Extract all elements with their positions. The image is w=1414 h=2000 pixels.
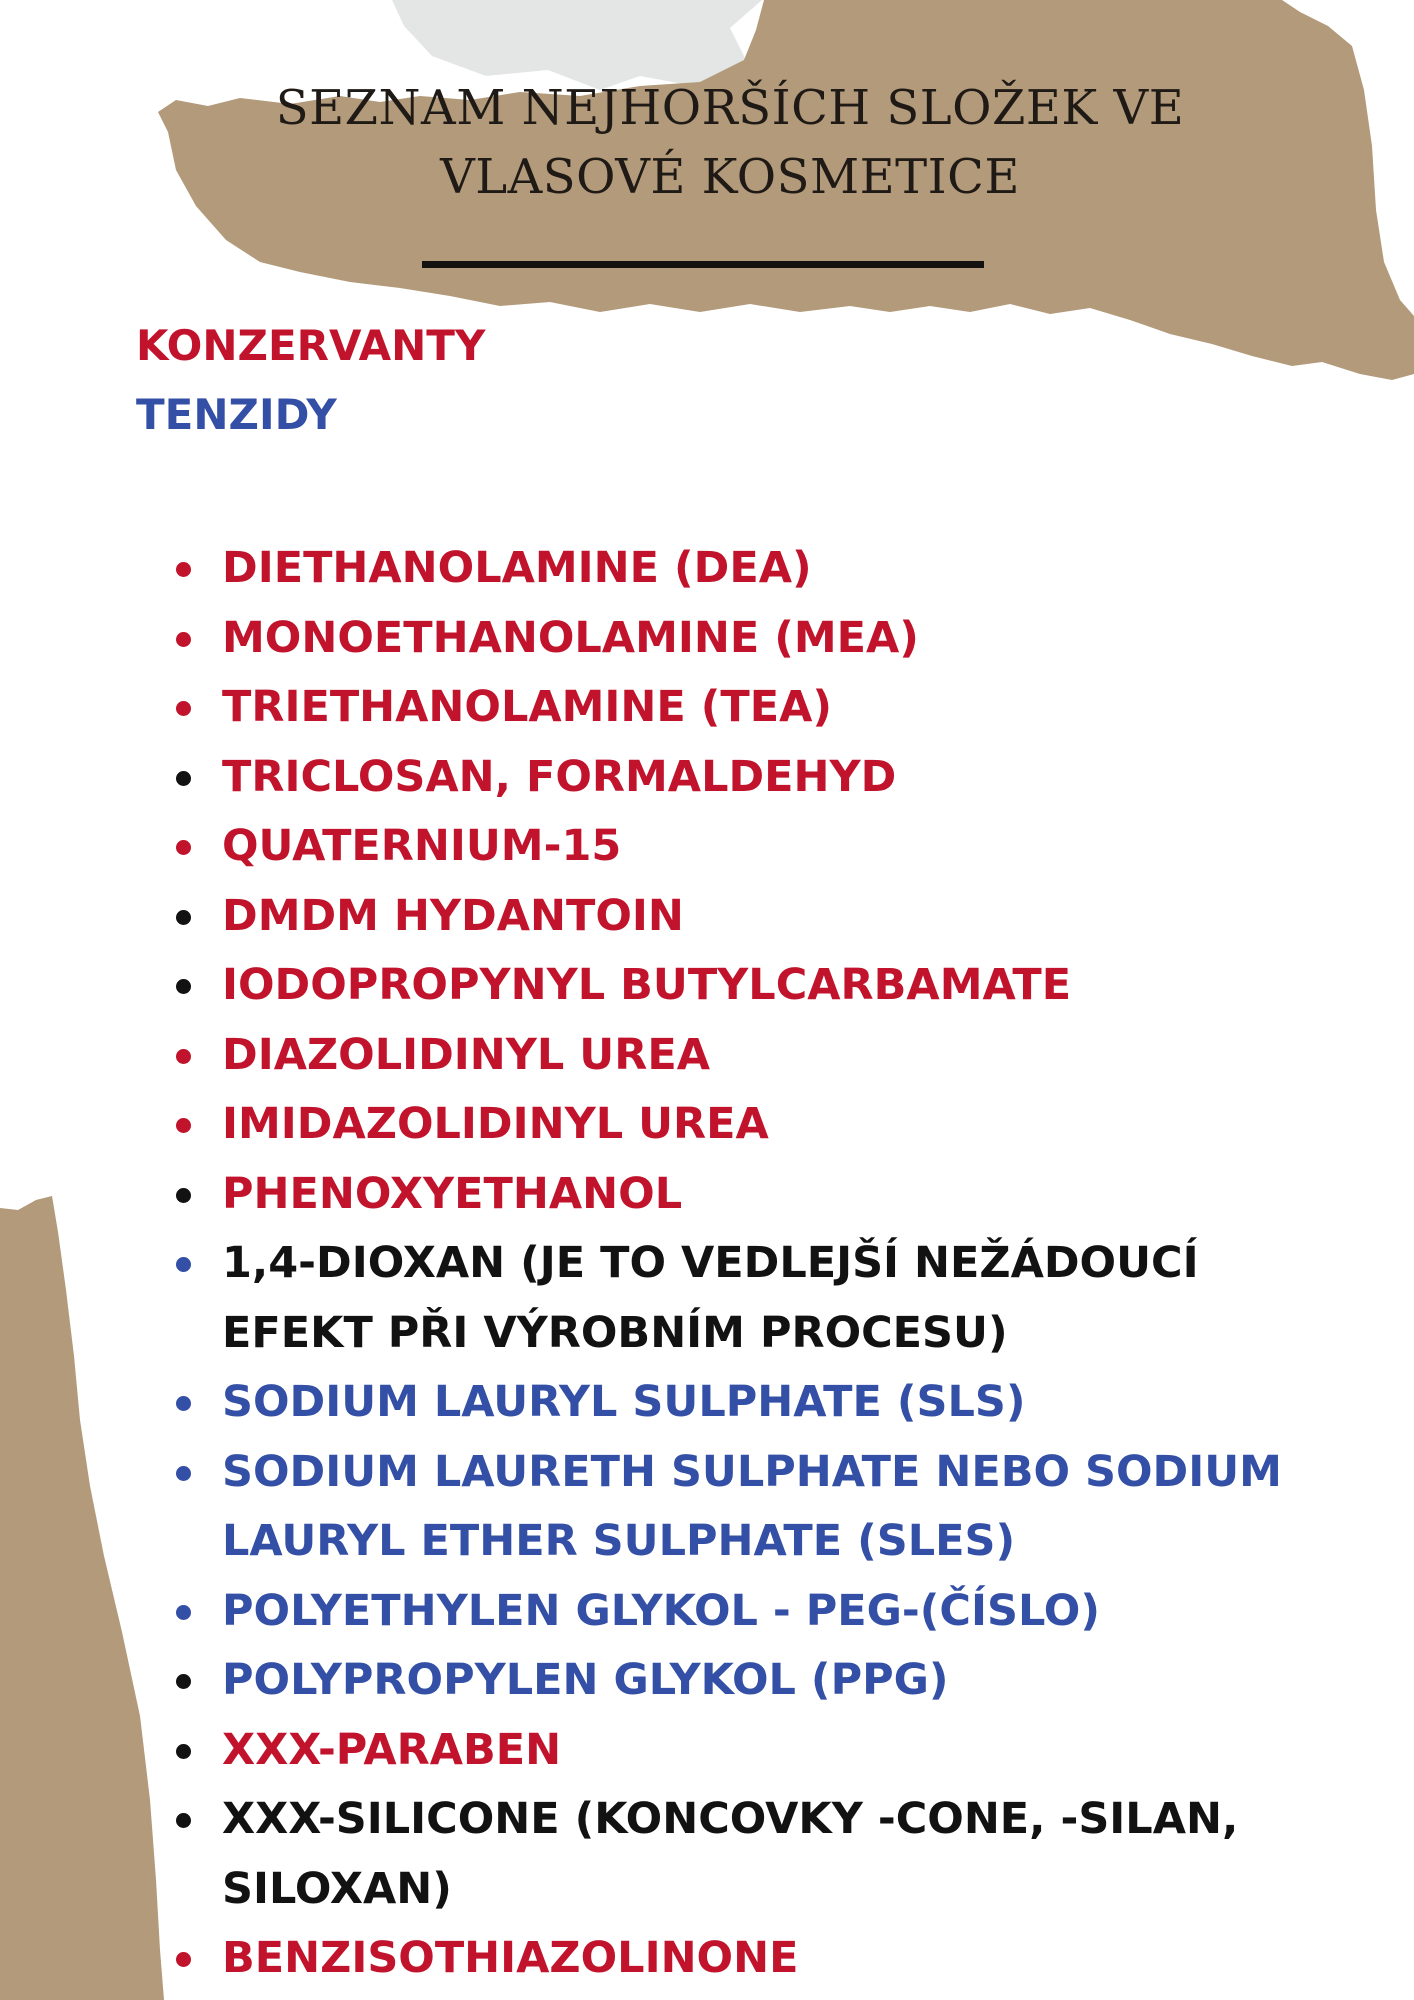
bullet-dot: [176, 1744, 191, 1759]
ingredient-item: [0, 812, 1414, 882]
ingredient-text: IMIDAZOLIDINYL UREA: [222, 1099, 769, 1149]
ingredient-text: 1,4-DIOXAN (JE TO VEDLEJŠÍ NEŽÁDOUCÍ EFEKT PŘI VÝROBNÍM PROCESU): [222, 1238, 1199, 1358]
ingredient-list: [0, 534, 1414, 1994]
ingredient-item: [0, 1785, 1414, 1924]
bullet-dot: [176, 979, 191, 994]
ingredient-item: [0, 1090, 1414, 1160]
legend-preservatives: KONZERVANTY: [136, 321, 486, 370]
bullet-dot: [176, 1118, 191, 1133]
bullet-dot: [176, 1257, 191, 1272]
ingredient-item: [0, 743, 1414, 813]
ingredient-text: IODOPROPYNYL BUTYLCARBAMATE: [222, 960, 1072, 1010]
legend-surfactants: TENZIDY: [136, 390, 337, 439]
page-title-line-1: SEZNAM NEJHORŠÍCH SLOŽEK VE: [275, 80, 1185, 136]
ingredient-item: [0, 1716, 1414, 1786]
ingredient-item: [0, 1368, 1414, 1438]
bullet-dot: [176, 562, 191, 577]
ingredient-text: XXX-PARABEN: [222, 1724, 562, 1775]
ingredient-text: POLYPROPYLEN GLYKOL (PPG): [222, 1655, 949, 1705]
ingredient-item: [0, 1160, 1414, 1230]
bullet-dot: [176, 1188, 191, 1203]
ingredient-text: TRICLOSAN, FORMALDEHYD: [222, 751, 897, 802]
bullet-dot: [176, 1605, 191, 1620]
ingredient-item: [0, 604, 1414, 674]
ingredient-item: [0, 1438, 1414, 1577]
ingredient-text: BENZISOTHIAZOLINONE: [222, 1933, 799, 1983]
ingredient-item: [0, 882, 1414, 952]
bullet-dot: [176, 1049, 191, 1064]
ingredient-item: [0, 1229, 1414, 1368]
ingredient-item: [0, 1646, 1414, 1716]
ingredient-item: [0, 534, 1414, 604]
bullet-dot: [176, 910, 191, 925]
bullet-dot: [176, 1466, 191, 1481]
ingredient-item: [0, 673, 1414, 743]
ingredient-item: [0, 951, 1414, 1021]
ingredient-text: PHENOXYETHANOL: [222, 1168, 683, 1219]
ingredient-text: QUATERNIUM-15: [222, 821, 622, 871]
ingredient-text: TRIETHANOLAMINE (TEA): [222, 682, 833, 732]
ingredient-text: DMDM HYDANTOIN: [222, 890, 684, 941]
ingredient-text: SODIUM LAURETH SULPHATE NEBO SODIUM LAURYL ETHER SULPHATE (SLES): [222, 1446, 1282, 1566]
bullet-dot: [176, 1813, 191, 1828]
bullet-dot: [176, 632, 191, 647]
grey-paper-scrap: [392, 0, 762, 90]
ingredient-item: [0, 1924, 1414, 1994]
ingredient-text: DIETHANOLAMINE (DEA): [222, 543, 812, 593]
bullet-dot: [176, 840, 191, 855]
bullet-dot: [176, 701, 191, 716]
ingredient-text: POLYETHYLEN GLYKOL - PEG-(ČÍSLO): [222, 1585, 1101, 1636]
ingredient-text: XXX-SILICONE (KONCOVKY -CONE, -SILAN, SILOXAN): [222, 1794, 1239, 1914]
ingredient-text: MONOETHANOLAMINE (MEA): [222, 612, 919, 663]
ingredient-item: [0, 1021, 1414, 1091]
page-title-line-2: VLASOVÉ KOSMETICE: [440, 149, 1020, 205]
ingredient-text: DIAZOLIDINYL UREA: [222, 1029, 710, 1080]
bullet-dot: [176, 771, 191, 786]
bullet-dot: [176, 1952, 191, 1967]
bullet-dot: [176, 1396, 191, 1411]
ingredient-item: [0, 1577, 1414, 1647]
title-underline: [422, 261, 984, 268]
bullet-dot: [176, 1674, 191, 1689]
ingredient-text: SODIUM LAURYL SULPHATE (SLS): [222, 1377, 1026, 1427]
